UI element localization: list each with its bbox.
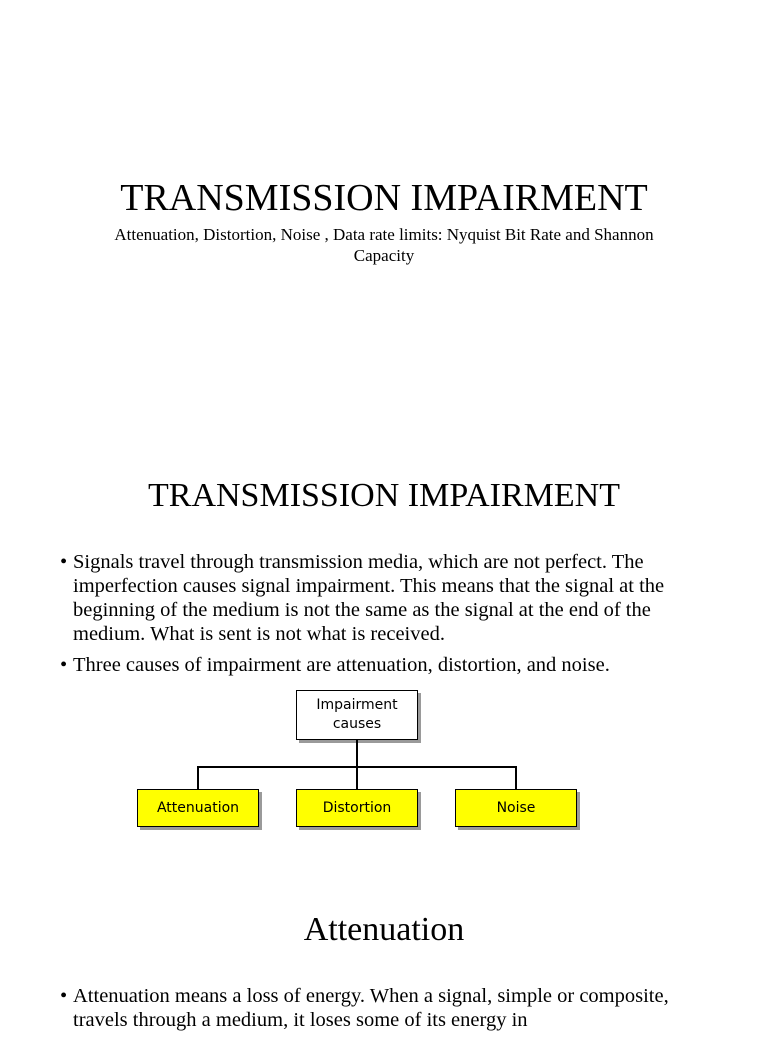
connector-vertical-center bbox=[356, 766, 358, 789]
impairment-causes-diagram bbox=[0, 686, 768, 866]
slide-title-heading: TRANSMISSION IMPAIRMENT bbox=[120, 177, 648, 219]
connector-vertical-right bbox=[515, 766, 517, 789]
slide-title bbox=[0, 0, 768, 430]
bullet-text: Attenuation means a loss of energy. When a signal, simple or composite, travels through a medium, it loses some of its energy in bbox=[73, 985, 669, 1031]
bullet-dot-icon: • bbox=[60, 654, 68, 676]
diagram-root-label-line2: causes bbox=[332, 716, 382, 732]
bullet-text: Three causes of impairment are attenuation, distortion, and noise. bbox=[73, 654, 610, 676]
bullet-text: Signals travel through transmission media, which are not perfect. The imperfection causes signal impairment. This means that the signal at the beginning of the medium is not the same as the signal at the end of the medium. What is sent is not what is received. bbox=[73, 551, 665, 645]
slide-attenuation bbox=[0, 890, 768, 1031]
bullet-dot-icon: • bbox=[60, 551, 68, 573]
connector-vertical-left bbox=[197, 766, 199, 789]
bullet-dot-icon: • bbox=[60, 985, 68, 1007]
bullet-item bbox=[60, 550, 720, 646]
diagram-root-box bbox=[296, 690, 418, 740]
diagram-leaf-distortion: Distortion bbox=[296, 789, 418, 827]
diagram-leaf-attenuation: Attenuation bbox=[137, 789, 259, 827]
slide-transmission-impairment bbox=[0, 430, 768, 890]
diagram-leaf-noise: Noise bbox=[455, 789, 577, 827]
diagram-root-label-line1: Impairment bbox=[316, 697, 398, 713]
slide-heading: Attenuation bbox=[303, 911, 465, 948]
bullet-item bbox=[60, 984, 720, 1032]
bullet-list bbox=[60, 550, 720, 684]
bullet-list bbox=[60, 984, 720, 1039]
slide-heading: TRANSMISSION IMPAIRMENT bbox=[148, 477, 620, 514]
bullet-item bbox=[60, 653, 720, 677]
slide-subtitle: Attenuation, Distortion, Noise , Data rate limits: Nyquist Bit Rate and Shannon Capacity bbox=[114, 225, 654, 265]
connector-vertical-root bbox=[356, 740, 358, 766]
